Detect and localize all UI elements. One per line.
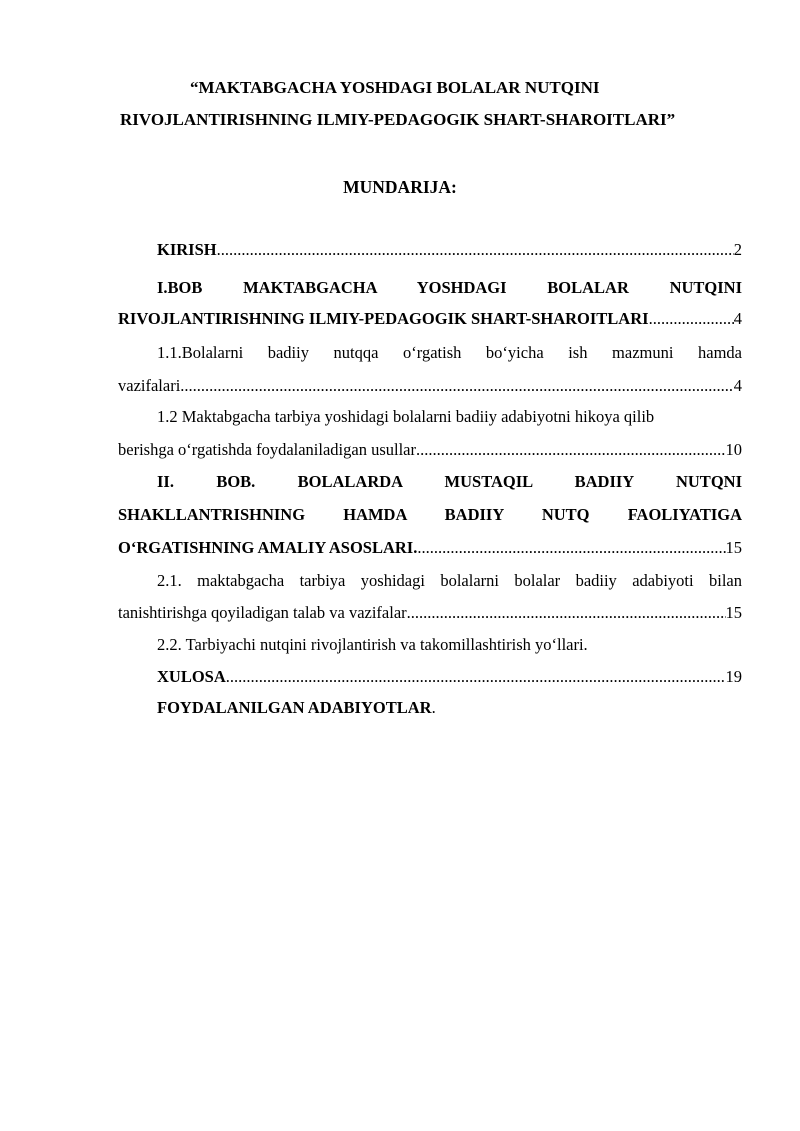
toc-page-number: 15 [725,538,742,557]
toc-entry-bob2-line-1[interactable]: II. BOB. BOLALARDA MUSTAQIL BADIIY NUTQNI [157,472,742,491]
toc-entry-2-2[interactable]: 2.2. Tarbiyachi nutqini rivojlantirish va takomillashtirish yo‘llari. [157,635,588,654]
toc-entry-label: berishga o‘rgatishda foydalaniladigan usullar [118,440,416,459]
toc-entry-bob2-line-2[interactable]: SHAKLLANTRISHNING HAMDA BADIIY NUTQ FAOLIYATIGA [118,505,742,524]
dot-leader [416,440,726,460]
toc-entry-xulosa[interactable] [157,667,742,687]
toc-entry-label: XULOSA [157,667,226,686]
toc-entry-label: O‘RGATISHNING AMALIY ASOSLARI. [118,538,418,557]
toc-entry-label: RIVOJLANTIRISHNING ILMIY-PEDAGOGIK SHART-SHAROITLARI [118,309,649,328]
toc-entry-1-1-line-1[interactable]: 1.1.Bolalarni badiiy nutqqa o‘rgatish bo‘yicha ish mazmuni hamda [157,343,742,362]
document-title-line-2: RIVOJLANTIRISHNING ILMIY-PEDAGOGIK SHART-SHAROITLARI” [120,110,676,129]
toc-entry-label: tanishtirishga qoyiladigan talab va vazifalar [118,603,407,622]
dot-leader [180,376,733,396]
dot-leader [649,309,734,329]
toc-page-number: 15 [725,603,742,622]
toc-entry-kirish[interactable] [157,240,742,260]
toc-entry-1-2-line-2[interactable] [118,440,742,460]
toc-entry-1-1-line-2[interactable] [118,376,742,396]
toc-entry-bob2-line-3[interactable] [118,538,742,558]
dot-leader [226,667,726,687]
toc-entry-suffix: . [431,698,436,717]
toc-entry-1-2-line-1[interactable]: 1.2 Maktabgacha tarbiya yoshidagi bolalarni badiiy adabiyotni hikoya qilib [157,407,655,426]
dot-leader [417,538,725,558]
toc-entry-bob1-line-1[interactable]: I.BOB MAKTABGACHA YOSHDAGI BOLALAR NUTQINI [157,278,742,297]
toc-page-number: 4 [733,309,742,328]
dot-leader [217,240,734,260]
toc-page-number: 19 [725,667,742,686]
toc-entry-adabiyotlar[interactable] [157,698,742,718]
document-title-line-1: “MAKTABGACHA YOSHDAGI BOLALAR NUTQINI [190,78,600,97]
toc-page-number: 2 [733,240,742,259]
toc-page-number: 4 [733,376,742,395]
toc-entry-label: FOYDALANILGAN ADABIYOTLAR [157,698,432,717]
toc-entry-2-1-line-2[interactable] [118,603,742,623]
toc-entry-label: KIRISH [157,240,217,259]
dot-leader [407,603,726,623]
toc-entry-2-1-line-1[interactable]: 2.1. maktabgacha tarbiya yoshidagi bolalarni bolalar badiiy adabiyoti bilan [157,571,742,590]
toc-heading: MUNDARIJA: [343,177,457,197]
toc-entry-bob1-line-2[interactable] [118,309,742,329]
toc-page-number: 10 [725,440,742,459]
toc-entry-label: vazifalari [118,376,181,395]
